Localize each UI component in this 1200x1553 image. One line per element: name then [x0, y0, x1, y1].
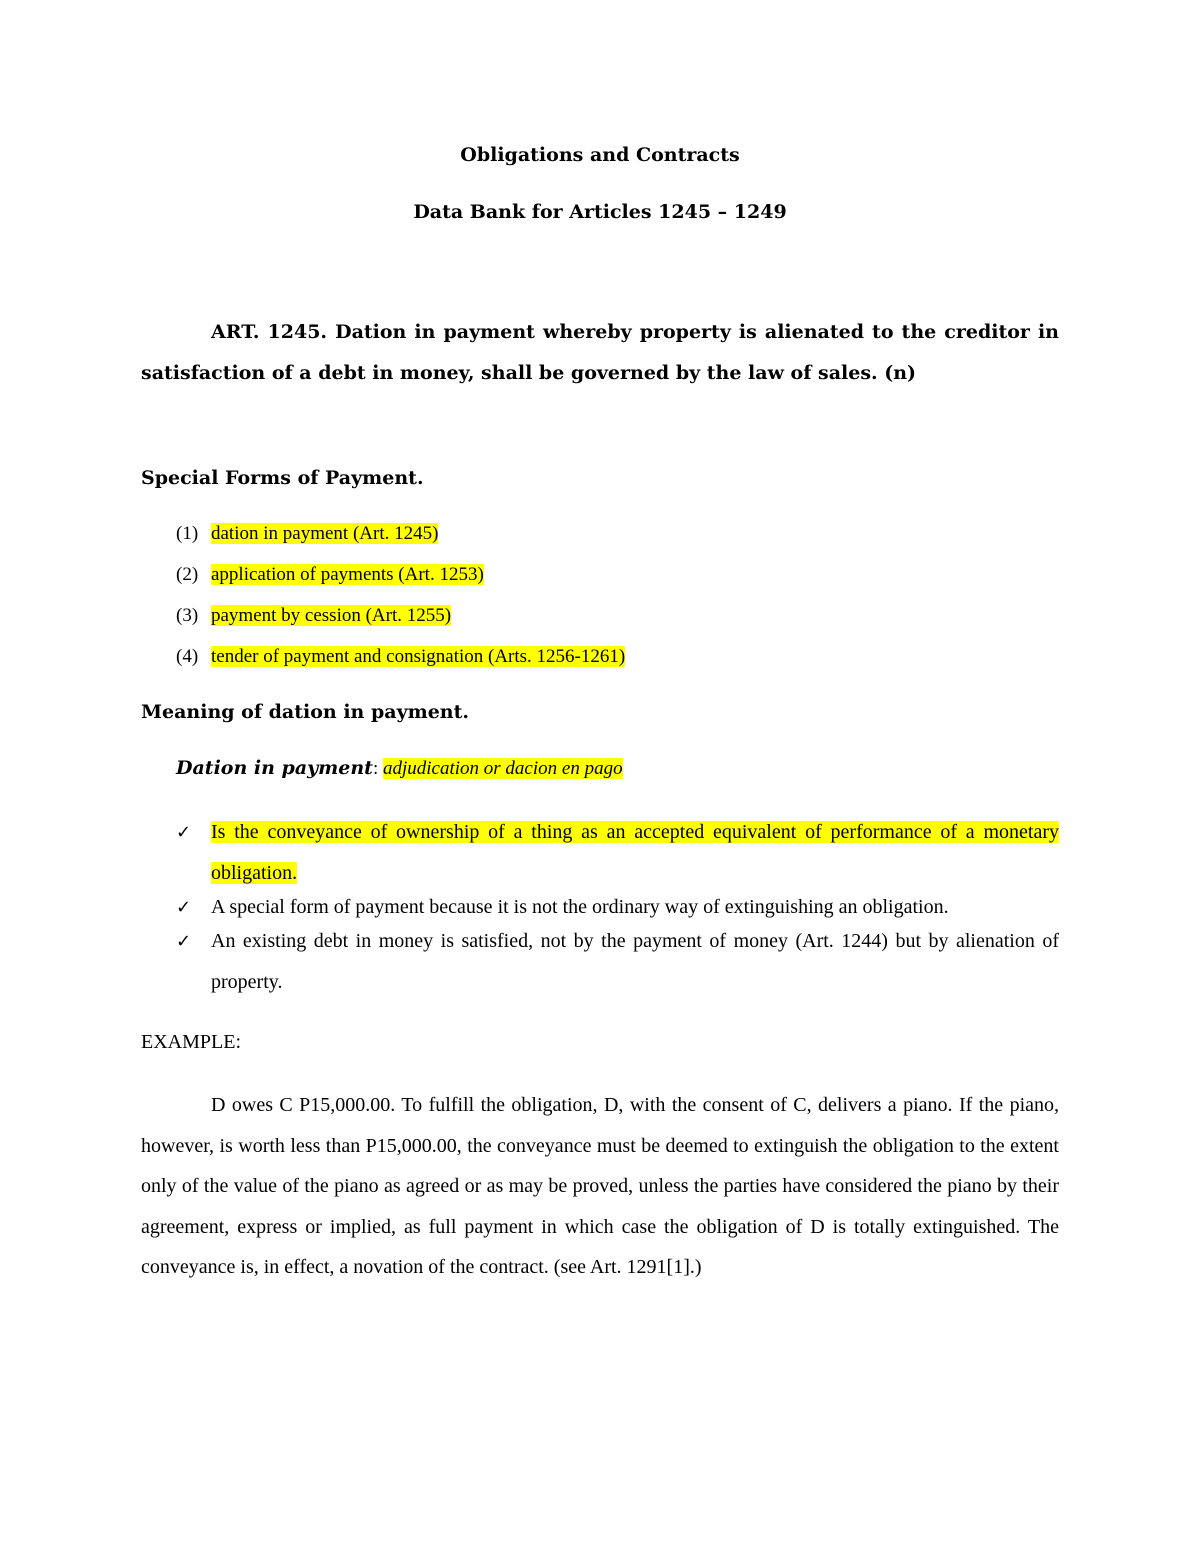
list-item: [176, 521, 625, 562]
list-number: (2): [176, 564, 199, 585]
definition-line: [176, 757, 623, 780]
bullet-text: An existing debt in money is satisfied, not by the payment of money (Art. 1244) but by alienation of property.: [211, 930, 1059, 993]
definition-term: Dation in payment: [176, 757, 373, 779]
bullet-text: A special form of payment because it is not the ordinary way of extinguishing an obligation.: [211, 896, 949, 918]
highlighted-text: application of payments (Art. 1253): [211, 564, 484, 585]
highlighted-text: Is the conveyance of ownership of a thing as an accepted equivalent of performance of a monetary obligation.: [211, 821, 1059, 884]
list-item: [176, 812, 1059, 894]
list-number: (1): [176, 523, 199, 544]
example-paragraph: D owes C P15,000.00. To fulfill the obligation, D, with the consent of C, delivers a piano. If the piano, however, is worth less than P15,000.00, the conveyance must be deemed to extinguish the obligation to the extent only of the value of the piano as agreed or as may be proved, unless the parties have considered the piano by their agreement, express or implied, as full payment in which case the obligation of D is totally extinguished. The conveyance is, in effect, a novation of the contract. (see Art. 1291[1].): [141, 1094, 1059, 1279]
document-title: Obligations and Contracts: [460, 144, 740, 166]
definition-bullets: [176, 812, 1059, 1003]
definition-value: adjudication or dacion en pago: [382, 758, 623, 779]
list-number: (3): [176, 605, 199, 626]
highlighted-text: payment by cession (Art. 1255): [211, 605, 452, 626]
example-label: EXAMPLE:: [141, 1031, 241, 1053]
document-subtitle: Data Bank for Articles 1245 – 1249: [413, 201, 787, 223]
special-forms-list: [176, 521, 625, 685]
list-item: [176, 562, 625, 603]
special-forms-heading: Special Forms of Payment.: [141, 467, 424, 489]
highlighted-text: dation in payment (Art. 1245): [211, 523, 439, 544]
list-item: [176, 603, 625, 644]
meaning-heading: Meaning of dation in payment.: [141, 701, 470, 723]
definition-separator: :: [372, 758, 379, 779]
article-1245-text: ART. 1245. Dation in payment whereby property is alienated to the creditor in satisfaction of a debt in money, shall be governed by the law of sales. (n): [141, 321, 1059, 384]
checkmark-icon: ✓: [176, 897, 192, 918]
list-number: (4): [176, 646, 199, 667]
list-item: [176, 644, 625, 685]
checkmark-icon: ✓: [176, 931, 192, 952]
list-item: [176, 921, 1059, 1003]
checkmark-icon: ✓: [176, 822, 192, 843]
highlighted-text: tender of payment and consignation (Arts. 1256-1261): [211, 646, 626, 667]
